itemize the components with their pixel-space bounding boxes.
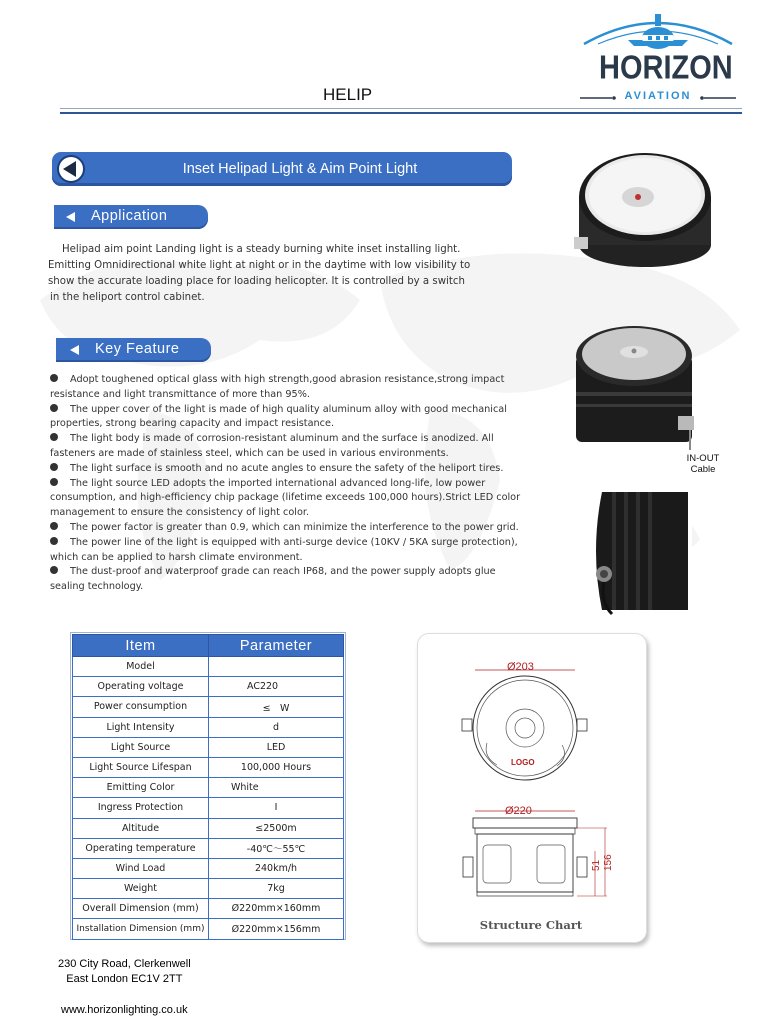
table-row (73, 657, 344, 677)
cable-label-line1: IN-OUT (686, 453, 720, 464)
table-cell: 240km/h (209, 858, 344, 878)
table-cell: Light Source Lifespan (73, 757, 209, 777)
application-heading: Application (91, 208, 168, 224)
table-row (73, 677, 344, 697)
triangle-left-icon (70, 345, 79, 355)
side-dimension-label: Ø220 (505, 805, 532, 817)
table-cell: LED (209, 737, 344, 757)
table-header-row (73, 635, 344, 657)
feature-item: The power factor is greater than 0.9, which can minimize the interference to the power grid. (50, 521, 550, 536)
triangle-left-icon (66, 212, 75, 222)
feature-item: Adopt toughened optical glass with high strength,good abrasion resistance,strong impact (50, 373, 550, 388)
table-cell: I (209, 798, 344, 818)
table-cell: Installation Dimension (mm) (73, 919, 209, 939)
product-photo-cable-side (584, 486, 694, 616)
bullet-icon (50, 374, 58, 382)
table-row (73, 778, 344, 798)
table-cell: Weight (73, 879, 209, 899)
table-cell: 7kg (209, 879, 344, 899)
in-out-cable-label (680, 453, 726, 475)
table-cell: ≤ W (209, 697, 344, 717)
bullet-icon (50, 433, 58, 441)
bullet-icon (50, 478, 58, 486)
table-row (73, 757, 344, 777)
table-row (73, 717, 344, 737)
table-cell: Light Intensity (73, 717, 209, 737)
table-cell: d (209, 717, 344, 737)
table-row (73, 697, 344, 717)
table-cell: Light Source (73, 737, 209, 757)
table-cell: ≤2500m (209, 818, 344, 838)
item-column-header: Item (73, 635, 209, 657)
table-row (73, 798, 344, 818)
feature-item: The light body is made of corrosion-resistant aluminum and the surface is anodized. All (50, 432, 550, 447)
top-dimension-label: Ø203 (507, 661, 534, 673)
product-photo-top (570, 145, 720, 275)
product-title: Inset Helipad Light & Aim Point Light (182, 161, 418, 177)
parameter-table (72, 634, 344, 940)
product-photo-side (572, 322, 702, 452)
feature-item-cont: sealing technology. (50, 581, 144, 593)
table-row (73, 818, 344, 838)
feature-item-cont: properties, strong bearing capacity and impact resistance. (50, 418, 335, 430)
application-line: show the accurate loading place for loading helicopter. It is controlled by a switch (48, 276, 465, 287)
application-line: Emitting Omnidirectional white light at night or in the daytime with low visibility to (48, 260, 471, 271)
document-title: HELIP (323, 85, 373, 104)
table-cell: AC220 (209, 677, 344, 697)
table-cell: Emitting Color (73, 778, 209, 798)
feature-item-cont: resistance and light transmittance of more than 95%. (50, 388, 310, 400)
table-row (73, 919, 344, 939)
table-cell (209, 657, 344, 677)
parameter-column-header: Parameter (209, 635, 344, 657)
table-row (73, 899, 344, 919)
logo-mark-label: LOGO (511, 758, 535, 767)
table-cell: Operating temperature (73, 838, 209, 858)
structure-chart-caption: Structure Chart (479, 918, 583, 932)
table-cell: Power consumption (73, 697, 209, 717)
company-address (58, 957, 191, 986)
table-cell: Model (73, 657, 209, 677)
height-a-label: 51 (591, 859, 602, 871)
feature-item-cont: management to ensure the consistency of light color. (50, 507, 310, 519)
table-cell: White (209, 778, 344, 798)
table-row (73, 737, 344, 757)
address-line: 230 City Road, Clerkenwell (58, 958, 191, 970)
feature-item-cont: which can be applied to harsh climate environment. (50, 551, 303, 563)
cable-label-line2: Cable (690, 464, 716, 475)
bullet-icon (50, 522, 58, 530)
application-line: in the heliport control cabinet. (50, 292, 205, 303)
key-feature-list (50, 373, 550, 595)
feature-item: The upper cover of the light is made of high quality aluminum alloy with good mechanical (50, 403, 550, 418)
bullet-icon (50, 566, 58, 574)
table-cell: Altitude (73, 818, 209, 838)
website-link[interactable]: www.horizonlighting.co.uk (61, 1004, 188, 1016)
feature-item-cont: fasteners are made of stainless steel, which can be used in various environments. (50, 447, 449, 459)
table-cell: Ø220mm×160mm (209, 899, 344, 919)
table-cell: Overall Dimension (mm) (73, 899, 209, 919)
feature-item: The dust-proof and waterproof grade can reach IP68, and the power supply adopts glue (50, 565, 550, 580)
structure-drawing (417, 633, 645, 923)
application-line: Helipad aim point Landing light is a steady burning white inset installing light. (62, 244, 461, 255)
table-cell: Ingress Protection (73, 798, 209, 818)
bullet-icon (50, 404, 58, 412)
key-feature-heading: Key Feature (95, 341, 180, 357)
table-cell: Ø220mm×156mm (209, 919, 344, 939)
table-row (73, 838, 344, 858)
table-cell: -40℃～55℃ (209, 838, 344, 858)
table-row (73, 879, 344, 899)
feature-item-cont: consumption, and high-efficiency chip package (lifetime exceeds 100,000 hours).Strict LED color (50, 492, 521, 504)
table-row (73, 858, 344, 878)
header-rule (60, 108, 742, 114)
triangle-left-icon (63, 161, 76, 177)
height-b-label: 156 (603, 854, 614, 871)
logo-wordmark: HORIZON (599, 49, 733, 87)
table-cell: Operating voltage (73, 677, 209, 697)
feature-item: The power line of the light is equipped with anti-surge device (10KV / 5KA surge protection), (50, 536, 550, 551)
table-cell: 100,000 Hours (209, 757, 344, 777)
address-line: East London EC1V 2TT (66, 972, 183, 985)
bullet-icon (50, 463, 58, 471)
table-cell: Wind Load (73, 858, 209, 878)
bullet-icon (50, 537, 58, 545)
feature-item: The light source LED adopts the imported international advanced long-life, low power (50, 477, 550, 492)
feature-item: The light surface is smooth and no acute angles to ensure the safety of the heliport tires. (50, 462, 550, 477)
logo-subtitle: AVIATION (624, 90, 692, 102)
